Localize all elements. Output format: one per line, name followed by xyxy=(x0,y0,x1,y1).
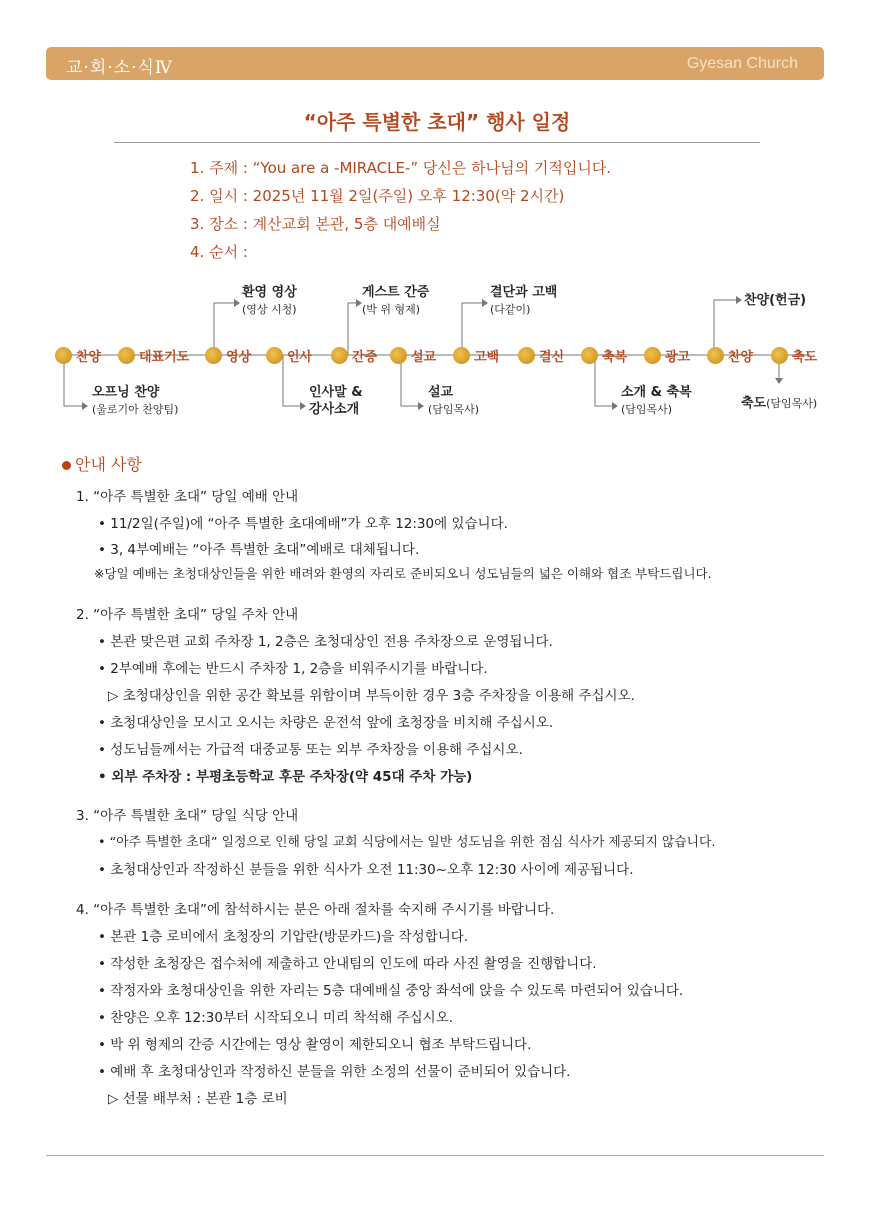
notice-line: • 11/2일(주일)에 “아주 특별한 초대예배”가 오후 12:30에 있습니다. xyxy=(98,516,508,532)
flow-dot xyxy=(331,347,348,364)
below-annotation-2: 인사말 & 강사소개 xyxy=(309,385,363,417)
flow-node-2: 대표기도 xyxy=(118,345,189,365)
info-date: 2. 일시 : 2025년 11월 2일(주일) 오후 12:30(약 2시간) xyxy=(190,187,565,205)
notice-line: ※당일 예배는 초청대상인들을 위한 배려와 환영의 자리로 준비되오니 성도님들의 넓은 이해와 협조 부탁드립니다. xyxy=(94,566,712,581)
flow-node-4: 인사 xyxy=(266,345,312,365)
notice-line: 2. “아주 특별한 초대” 당일 주차 안내 xyxy=(76,607,299,623)
notice-line: • 본관 맞은편 교회 주차장 1, 2층은 초청대상인 전용 주차장으로 운영됩니다. xyxy=(98,634,553,650)
notice-line: • 찬양은 오후 12:30부터 시작되오니 미리 착석해 주십시오. xyxy=(98,1010,454,1026)
notice-line: 4. “아주 특별한 초대”에 참석하시는 분은 아래 절차를 숙지해 주시기를 바랍니다. xyxy=(76,902,555,918)
notice-line: 1. “아주 특별한 초대” 당일 예배 안내 xyxy=(76,489,299,505)
header-bar xyxy=(46,47,824,80)
notice-line: • 성도님들께서는 가급적 대중교통 또는 외부 주차장을 이용해 주십시오. xyxy=(98,742,523,758)
notice-line: • 외부 주차장 : 부평초등학교 후문 주차장(약 45대 주차 가능) xyxy=(98,769,473,785)
flow-node-9: 축복 xyxy=(581,345,627,365)
info-theme: 1. 주제 : “You are a -MIRACLE-” 당신은 하나님의 기적입니다. xyxy=(190,159,612,177)
flow-dot xyxy=(581,347,598,364)
above-annotation-1: 환영 영상 (영상 시청) xyxy=(242,285,297,316)
flow-dot xyxy=(707,347,724,364)
flow-node-5: 간증 xyxy=(331,345,377,365)
notice-line: • 초청대상인을 모시고 오시는 차량은 운전석 앞에 초청장을 비치해 주십시오. xyxy=(98,715,554,731)
notice-line: • 3, 4부예배는 “아주 특별한 초대”예배로 대체됩니다. xyxy=(98,542,420,558)
bullet-dot-icon xyxy=(62,461,71,470)
flow-dot xyxy=(453,347,470,364)
above-annotation-4: 찬양(헌금) xyxy=(744,293,807,308)
notice-line: • 작정자와 초청대상인을 위한 자리는 5층 대예배실 중앙 좌석에 앉을 수 있도록 마련되어 있습니다. xyxy=(98,983,684,999)
flow-node-1: 찬양 xyxy=(55,345,101,365)
flow-dot xyxy=(266,347,283,364)
flow-node-12: 축도 xyxy=(771,345,817,365)
below-annotation-1: 오프닝 찬양 (울로기아 찬양팀) xyxy=(92,385,179,416)
flow-node-8: 결신 xyxy=(518,345,564,365)
above-annotation-2: 게스트 간증 (박 위 형제) xyxy=(362,285,430,316)
below-annotation-5: 축도(담임목사) xyxy=(741,396,818,411)
notice-line: • 본관 1층 로비에서 초청장의 기압란(방문카드)을 작성합니다. xyxy=(98,929,469,945)
title-divider xyxy=(114,142,760,143)
flow-dot xyxy=(644,347,661,364)
notice-line: 3. “아주 특별한 초대” 당일 식당 안내 xyxy=(76,808,299,824)
info-order: 4. 순서 : xyxy=(190,243,248,261)
below-annotation-4: 소개 & 축복 (담임목사) xyxy=(621,385,692,416)
flow-node-7: 고백 xyxy=(453,345,499,365)
below-annotation-3: 설교 (담임목사) xyxy=(428,385,480,416)
notice-heading: 안내 사항 xyxy=(62,452,142,475)
flow-dot xyxy=(55,347,72,364)
footer-divider xyxy=(46,1155,824,1156)
order-flowchart xyxy=(0,280,874,440)
page-title: “아주 특별한 초대” 행사 일정 xyxy=(303,110,571,134)
info-place: 3. 장소 : 계산교회 본관, 5층 대예배실 xyxy=(190,215,441,233)
notice-line: • 2부예배 후에는 반드시 주차장 1, 2층을 비워주시기를 바랍니다. xyxy=(98,661,488,677)
notice-line: • 작성한 초청장은 접수처에 제출하고 안내팀의 인도에 따라 사진 촬영을 진행합니다. xyxy=(98,956,597,972)
flow-node-6: 설교 xyxy=(390,345,436,365)
flow-dot xyxy=(771,347,788,364)
flow-dot xyxy=(118,347,135,364)
notice-line: • 박 위 형제의 간증 시간에는 영상 촬영이 제한되오니 협조 부탁드립니다. xyxy=(98,1037,532,1053)
notice-line: ▷ 초청대상인을 위한 공간 확보를 위함이며 부득이한 경우 3층 주차장을 이용해 주십시오. xyxy=(108,688,635,704)
notice-line: • “아주 특별한 초대” 일정으로 인해 당일 교회 식당에서는 일반 성도님을 위한 점심 식사가 제공되지 않습니다. xyxy=(98,835,716,850)
flow-node-10: 광고 xyxy=(644,345,690,365)
notice-line: ▷ 선물 배부처 : 본관 1층 로비 xyxy=(108,1091,288,1107)
notice-line: • 초청대상인과 작정하신 분들을 위한 식사가 오전 11:30~오후 12:30 사이에 제공됩니다. xyxy=(98,862,634,878)
section-label: 교·회·소·식Ⅳ xyxy=(66,58,173,78)
flow-dot xyxy=(390,347,407,364)
notice-line: • 예배 후 초청대상인과 작정하신 분들을 위한 소정의 선물이 준비되어 있습니다. xyxy=(98,1064,571,1080)
flow-node-11: 찬양 xyxy=(707,345,753,365)
church-name: Gyesan Church xyxy=(686,55,798,72)
flow-dot xyxy=(518,347,535,364)
flow-dot xyxy=(205,347,222,364)
above-annotation-3: 결단과 고백 (다같이) xyxy=(490,285,558,316)
flow-node-3: 영상 xyxy=(205,345,251,365)
